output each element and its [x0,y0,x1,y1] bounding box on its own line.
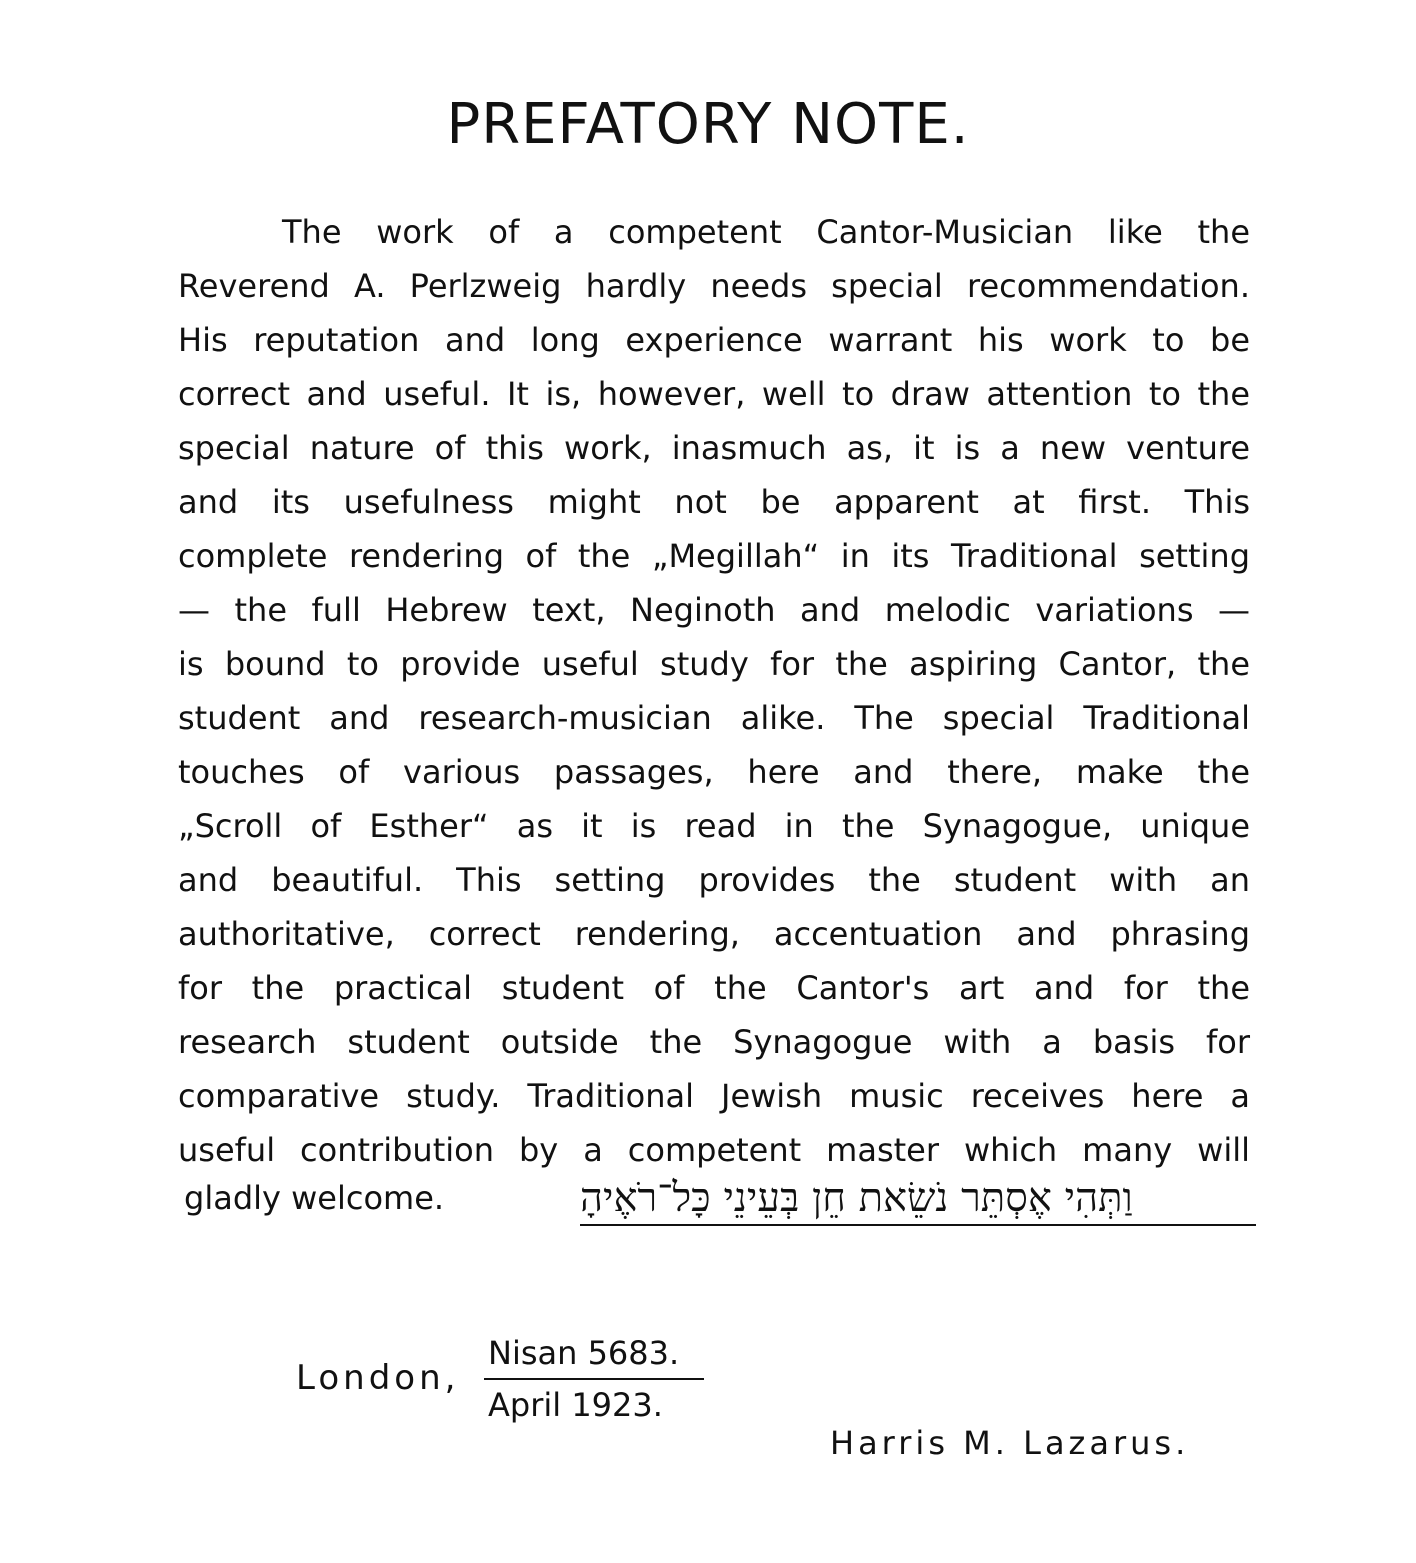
body-line-2: Reverend A. Perlzweig hardly needs special recommendation. [178,267,1250,305]
author-name: Harris M. Lazarus. [830,1424,1190,1462]
date-civil: April 1923. [488,1386,663,1424]
body-line-14: authoritative, correct rendering, accentuation and phrasing [178,915,1250,953]
page-title: PREFATORY NOTE. [446,92,970,157]
body-line-10: student and research-musician alike. The special Traditional [178,699,1250,737]
body-line-6: and its usefulness might not be apparent at first. This [178,483,1250,521]
body-line-3: His reputation and long experience warrant his work to be [178,321,1250,359]
body-line-9: is bound to provide useful study for the aspiring Cantor, the [178,645,1250,683]
body-line-15: for the practical student of the Cantor's art and for the [178,969,1250,1007]
body-line-7: complete rendering of the „Megillah“ in its Traditional setting [178,537,1250,575]
body-line-17: comparative study. Traditional Jewish music receives here a [178,1077,1250,1115]
date-hebrew: Nisan 5683. [488,1334,680,1372]
body-line-8: — the full Hebrew text, Neginoth and melodic variations — [178,591,1250,629]
date-divider [484,1378,704,1380]
place-label: London, [296,1358,460,1398]
body-line-1: The work of a competent Cantor-Musician like the [282,213,1250,251]
body-line-13: and beautiful. This setting provides the student with an [178,861,1250,899]
body-line-16: research student outside the Synagogue with a basis for [178,1023,1250,1061]
body-line-11: touches of various passages, here and there, make the [178,753,1250,791]
body-line-18: useful contribution by a competent master which many will [178,1131,1250,1169]
body-last-line: gladly welcome. [184,1179,445,1217]
body-line-12: „Scroll of Esther“ as it is read in the Synagogue, unique [178,807,1250,845]
body-line-4: correct and useful. It is, however, well to draw attention to the [178,375,1250,413]
body-line-5: special nature of this work, inasmuch as, it is a new venture [178,429,1250,467]
hebrew-quote: וַתְּהִי אֶסְתֵּר נֹשֵׂאת חֵן בְּעֵינֵי כָּל־רֹאֶיהָ [580,1174,1256,1226]
